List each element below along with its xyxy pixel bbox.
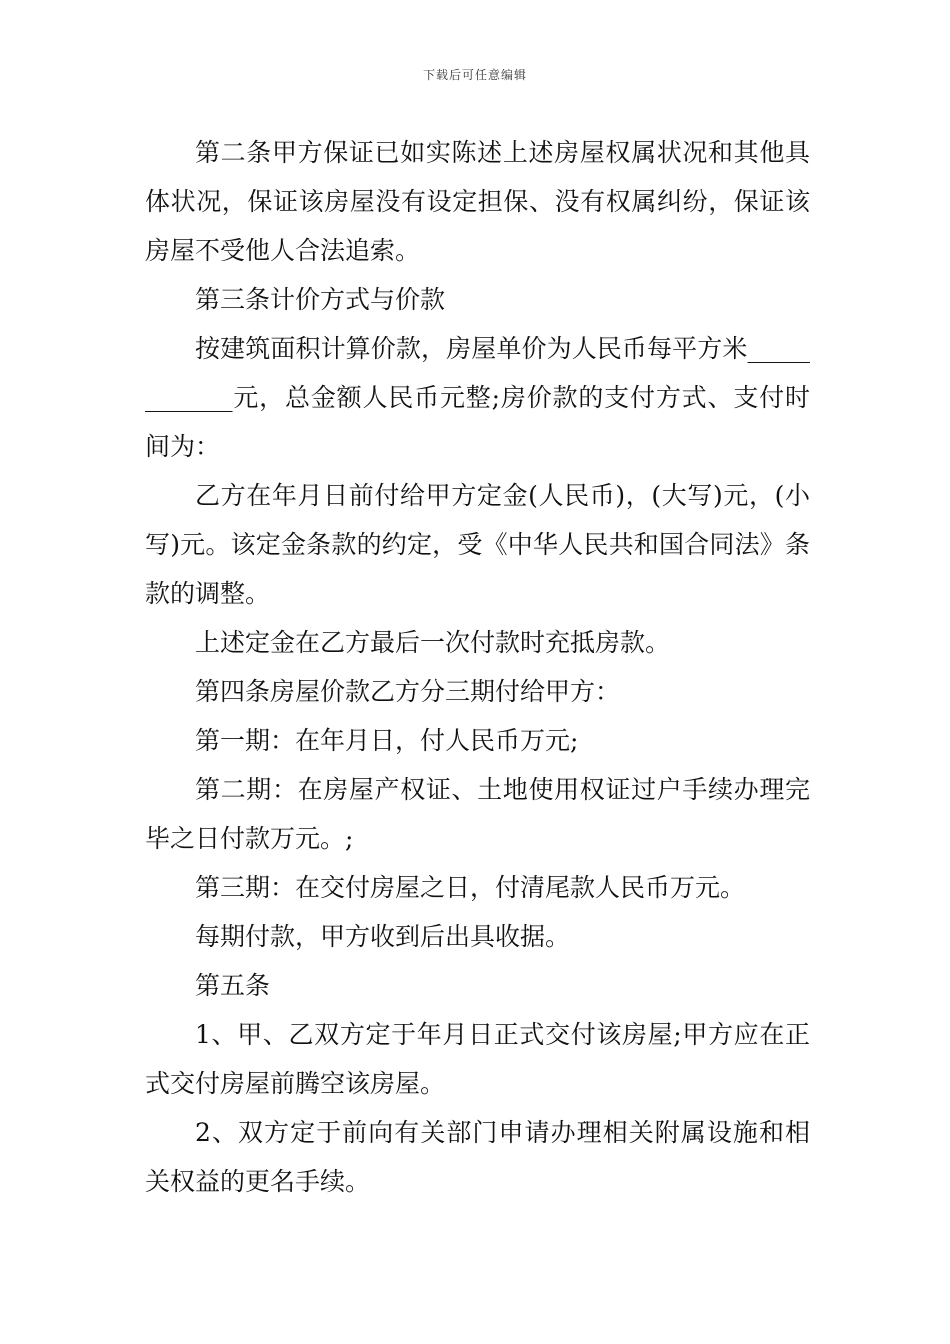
paragraph-article-5-item-1: 1、甲、乙双方定于年月日正式交付该房屋;甲方应在正式交付房屋前腾空该房屋。 [145, 1020, 810, 1098]
paragraph-price-calculation: 按建筑面积计算价款，房屋单价为人民币每平方米____________元，总金额人民币元整;房价款的支付方式、支付时间为： [145, 334, 810, 461]
paragraph-installment-3: 第三期：在交付房屋之日，付清尾款人民币万元。 [195, 873, 746, 902]
paragraph-article-2: 第二条甲方保证已如实陈述上述房屋权属状况和其他具体状况，保证该房屋没有设定担保、没有权属纠纷，保证该房屋不受他人合法追索。 [145, 138, 810, 265]
page-header-note: 下载后可任意编辑 [422, 68, 527, 82]
paragraph-article-4: 第四条房屋价款乙方分三期付给甲方： [195, 677, 621, 706]
paragraph-installment-1: 第一期：在年月日，付人民币万元; [195, 726, 579, 755]
paragraph-article-5-title: 第五条 [195, 971, 271, 1000]
paragraph-installment-2: 第二期：在房屋产权证、土地使用权证过户手续办理完毕之日付款万元。; [145, 775, 810, 853]
paragraph-deposit-offset: 上述定金在乙方最后一次付款时充抵房款。 [195, 628, 671, 657]
document-body [145, 128, 810, 1206]
paragraph-receipt: 每期付款，甲方收到后出具收据。 [195, 922, 571, 951]
paragraph-deposit: 乙方在年月日前付给甲方定金(人民币)，(大写)元，(小写)元。该定金条款的约定，受《中华人民共和国合同法》条款的调整。 [145, 481, 810, 608]
paragraph-article-3-title: 第三条计价方式与价款 [195, 285, 446, 314]
paragraph-article-5-item-2: 2、双方定于前向有关部门申请办理相关附属设施和相关权益的更名手续。 [145, 1118, 810, 1196]
